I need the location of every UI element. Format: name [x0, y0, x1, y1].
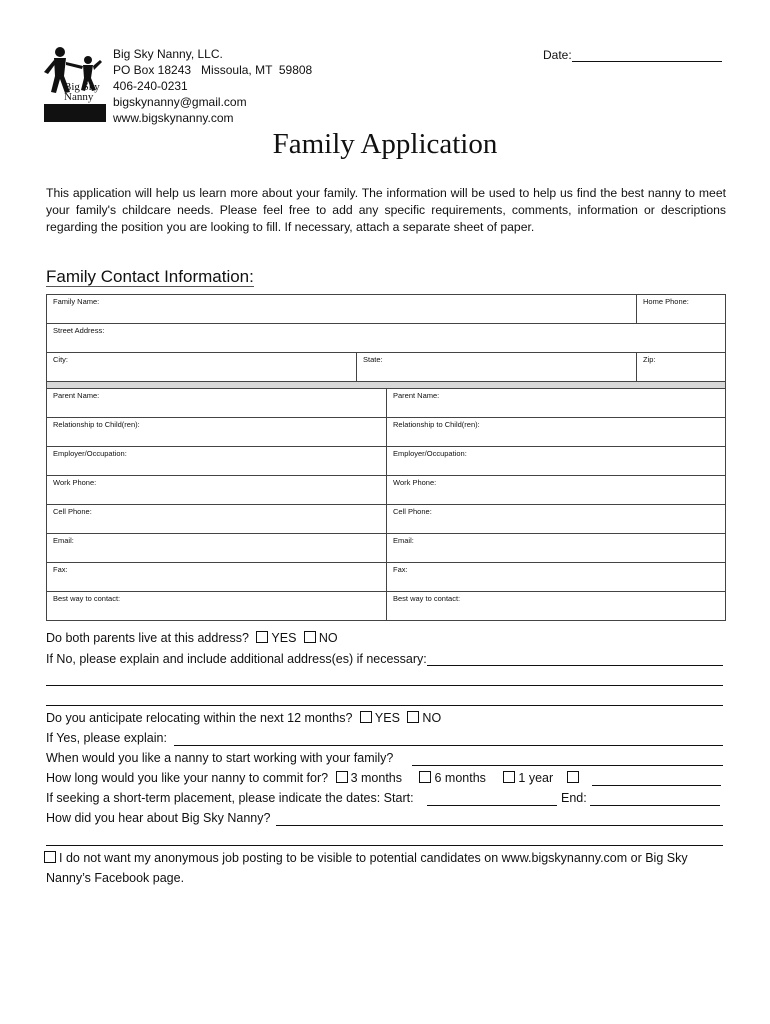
- parent2-cell-phone-cell[interactable]: Cell Phone:: [387, 505, 726, 534]
- home-phone-cell[interactable]: Home Phone:: [637, 295, 726, 324]
- logo-text-line1: Big Sky: [64, 81, 100, 93]
- date-field[interactable]: [543, 48, 722, 62]
- q-if-no: If No, please explain and include additional address(es) if necessary:: [46, 652, 427, 666]
- parent2-best-way-cell[interactable]: Best way to contact:: [387, 592, 726, 621]
- logo: [44, 46, 106, 122]
- if-yes-line[interactable]: [174, 745, 723, 746]
- opt-6-months-label: 6 months: [434, 771, 486, 785]
- q-if-yes: If Yes, please explain:: [46, 731, 167, 745]
- street-address-cell[interactable]: Street Address:: [47, 324, 726, 353]
- opt-3-months-label: 3 months: [350, 771, 402, 785]
- anon-posting: [44, 851, 688, 865]
- parent1-name-cell[interactable]: Parent Name:: [47, 389, 387, 418]
- q-short-term: If seeking a short-term placement, please indicate the dates: Start:: [46, 791, 414, 805]
- city-cell[interactable]: City:: [47, 353, 357, 382]
- relocating-no-checkbox[interactable]: [407, 711, 419, 723]
- q-relocating: [46, 711, 441, 725]
- end-label: End:: [561, 791, 587, 805]
- yes-label: YES: [271, 631, 297, 645]
- parent2-relationship-cell[interactable]: Relationship to Child(ren):: [387, 418, 726, 447]
- anon-posting-checkbox[interactable]: [44, 851, 56, 863]
- org-phone: 406-240-0231: [113, 79, 188, 93]
- commit-other-checkbox[interactable]: [567, 771, 579, 783]
- org-contact: [113, 46, 312, 126]
- logo-text-line2: Nanny: [64, 91, 94, 103]
- intro-text: This application will help us learn more about your family. The information will be used to help us find the best nanny to meet your family's childcare needs. Please feel free to add any specific requirements, comments, information or descriptions regarding the position you are looking to fill. If necessary, attach a separate sheet of paper.: [46, 186, 726, 234]
- parent2-fax-cell[interactable]: Fax:: [387, 563, 726, 592]
- commit-6-months-checkbox[interactable]: [419, 771, 431, 783]
- q-start-when: When would you like a nanny to start working with your family?: [46, 751, 394, 765]
- no-label: NO: [318, 631, 338, 645]
- commit-3-months-checkbox[interactable]: [336, 771, 348, 783]
- parent1-relationship-cell[interactable]: Relationship to Child(ren):: [47, 418, 387, 447]
- start-date-line[interactable]: [427, 805, 557, 806]
- org-name: Big Sky Nanny, LLC.: [113, 47, 223, 61]
- yes-label: YES: [374, 711, 400, 725]
- family-name-cell[interactable]: Family Name:: [47, 295, 637, 324]
- parent1-cell-phone-cell[interactable]: Cell Phone:: [47, 505, 387, 534]
- date-line[interactable]: [572, 50, 722, 62]
- commit-1-year-checkbox[interactable]: [503, 771, 515, 783]
- q-commit: [46, 771, 582, 785]
- q-hear: How did you hear about Big Sky Nanny?: [46, 811, 271, 825]
- no-label: NO: [422, 711, 442, 725]
- parent2-name-cell[interactable]: Parent Name:: [387, 389, 726, 418]
- org-website: www.bigskynanny.com: [113, 111, 234, 125]
- parent1-fax-cell[interactable]: Fax:: [47, 563, 387, 592]
- q-commit-label: How long would you like your nanny to commit for?: [46, 771, 329, 785]
- start-when-line[interactable]: [412, 765, 723, 766]
- parent1-email-cell[interactable]: Email:: [47, 534, 387, 563]
- state-cell[interactable]: State:: [357, 353, 637, 382]
- section-title: [46, 267, 254, 287]
- parent2-email-cell[interactable]: Email:: [387, 534, 726, 563]
- contact-table: [46, 294, 726, 621]
- org-email: bigskynanny@gmail.com: [113, 95, 247, 109]
- q-relocating-label: Do you anticipate relocating within the next 12 months?: [46, 711, 353, 725]
- page-title: Family Application: [272, 128, 498, 160]
- parent2-employer-cell[interactable]: Employer/Occupation:: [387, 447, 726, 476]
- opt-1-year-label: 1 year: [518, 771, 554, 785]
- if-no-line-2[interactable]: [46, 685, 723, 686]
- q-both-parents: [46, 631, 338, 645]
- parent2-work-phone-cell[interactable]: Work Phone:: [387, 476, 726, 505]
- hear-line-2[interactable]: [46, 845, 723, 846]
- q-both-parents-label: Do both parents live at this address?: [46, 631, 249, 645]
- org-address: PO Box 18243 Missoula, MT 59808: [113, 63, 313, 77]
- if-no-line-3[interactable]: [46, 705, 723, 706]
- both-parents-no-checkbox[interactable]: [304, 631, 316, 643]
- parent1-work-phone-cell[interactable]: Work Phone:: [47, 476, 387, 505]
- anon-posting-line1: I do not want my anonymous job posting to be visible to potential candidates on www.bigskynanny.com or Big Sky: [59, 851, 688, 865]
- parent1-best-way-cell[interactable]: Best way to contact:: [47, 592, 387, 621]
- anon-posting-line2: Nanny’s Facebook page.: [46, 871, 185, 885]
- zip-cell[interactable]: Zip:: [637, 353, 726, 382]
- if-no-line[interactable]: [427, 665, 723, 666]
- both-parents-yes-checkbox[interactable]: [256, 631, 268, 643]
- logo-text: [64, 82, 100, 102]
- date-label: Date:: [543, 48, 572, 62]
- parent1-employer-cell[interactable]: Employer/Occupation:: [47, 447, 387, 476]
- table-separator: [47, 382, 726, 389]
- section-title-text: Family Contact Information:: [46, 267, 254, 286]
- commit-other-line[interactable]: [592, 785, 721, 786]
- end-date-line[interactable]: [590, 805, 720, 806]
- relocating-yes-checkbox[interactable]: [360, 711, 372, 723]
- hear-line[interactable]: [276, 825, 723, 826]
